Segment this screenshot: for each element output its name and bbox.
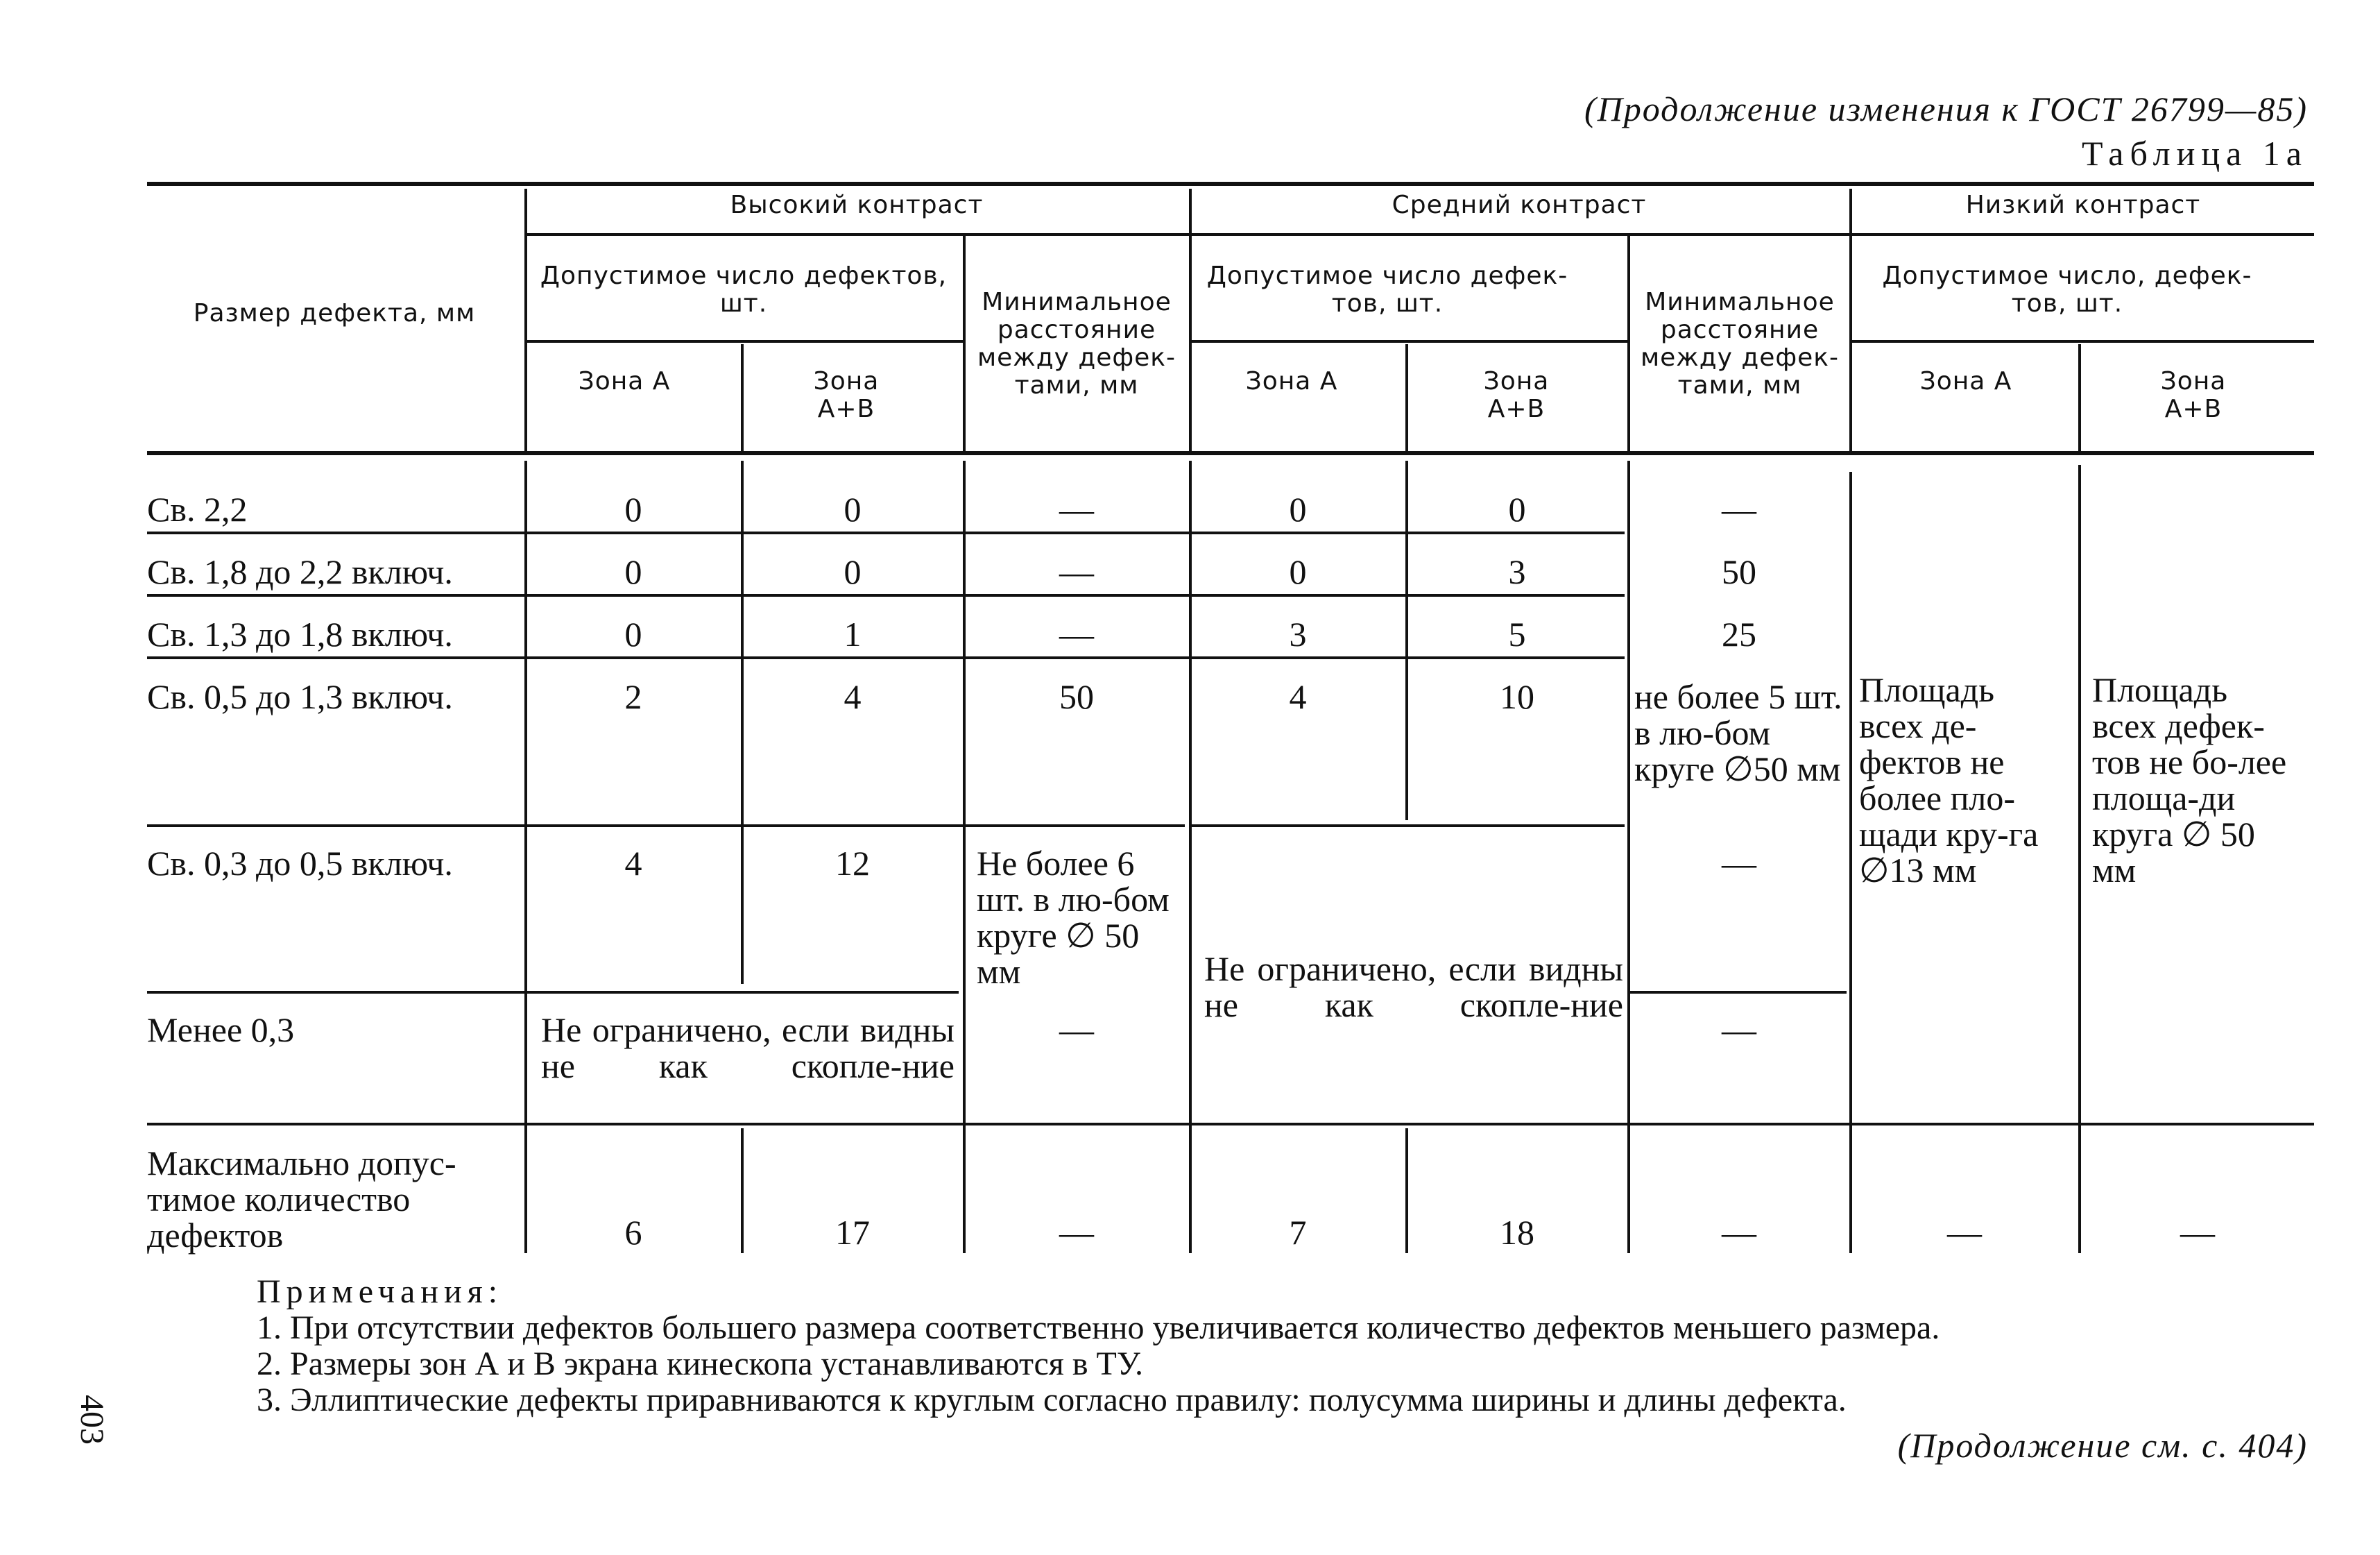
table-cell: 0 [624, 552, 642, 591]
page-number: 403 [74, 1395, 110, 1445]
table-cell: 0 [1289, 490, 1307, 529]
col-header-zone-ab-high: Зона А+В [813, 367, 880, 423]
note-item: 1. При отсутствии дефектов большего размера соответственно увеличивается количество дефектов меньшего размера. [257, 1309, 1940, 1346]
col-header-zone-a-medium: Зона А [1245, 367, 1338, 396]
continuation-header: (Продолжение изменения к ГОСТ 26799—85) [1584, 90, 2308, 128]
row-label: Максимально допус-тимое количество дефектов [147, 1144, 456, 1255]
col-header-zone-ab-medium: Зона А+В [1483, 367, 1550, 423]
table-cell: 25 [1722, 615, 1756, 654]
table-cell: не более 5 шт. в лю-бом круге ∅50 мм [1634, 677, 1842, 788]
table-cell: 0 [844, 490, 862, 529]
table-cell: 7 [1289, 1213, 1307, 1252]
col-header-min-dist-high: Минимальное расстояние между дефек-тами, мм [977, 288, 1176, 400]
table-cell: 0 [624, 615, 642, 654]
table-cell: 6 [624, 1213, 642, 1252]
table-cell: 3 [1508, 552, 1526, 591]
row-label: Св. 0,3 до 0,5 включ. [147, 844, 453, 883]
table-cell: 4 [1289, 677, 1307, 716]
table-cell: 4 [624, 844, 642, 883]
col-header-defect-size: Размер дефекта, мм [193, 299, 476, 328]
row-label: Св. 2,2 [147, 490, 248, 529]
row-label: Св. 0,5 до 1,3 включ. [147, 677, 453, 716]
col-header-zone-ab-low: Зона А+В [2160, 367, 2227, 423]
note-item: 3. Эллиптические дефекты приравниваются к круглым согласно правилу: полусумма ширины и длины дефекта. [257, 1382, 1847, 1418]
table-cell: 50 [1722, 552, 1756, 591]
col-header-high-contrast: Высокий контраст [730, 191, 984, 219]
table-cell: — [1059, 552, 1094, 591]
table-cell: 17 [835, 1213, 870, 1252]
table-cell: — [1722, 844, 1756, 883]
table-cell: — [1722, 490, 1756, 529]
col-header-zone-a-low: Зона А [1919, 367, 2012, 396]
col-header-allowed-low: Допустимое число, дефек-тов, шт. [1882, 262, 2252, 318]
table-cell: Не более 6 шт. в лю-бом круге ∅ 50 мм [977, 844, 1170, 991]
note-item: 2. Размеры зон А и В экрана кинескопа устанавливаются в ТУ. [257, 1345, 1144, 1382]
table-cell: 18 [1500, 1213, 1534, 1252]
col-header-allowed-medium: Допустимое число дефек-тов, шт. [1206, 262, 1568, 318]
table-cell: — [1059, 1010, 1094, 1049]
col-header-allowed-high: Допустимое число дефектов, шт. [540, 262, 948, 318]
table-cell: — [1722, 1010, 1756, 1049]
continuation-footer: (Продолжение см. с. 404) [1897, 1426, 2308, 1465]
medium-unlimited-merged: Не ограничено, если видны не как скопле-ние [1204, 949, 1623, 1024]
table-label: Таблица 1а [2081, 134, 2308, 173]
high-unlimited-merged: Не ограничено, если видны не как скопле-ние [541, 1010, 954, 1085]
table-cell: 10 [1500, 677, 1534, 716]
row-label: Менее 0,3 [147, 1010, 295, 1049]
table-cell: 0 [1289, 552, 1307, 591]
table-cell: 50 [1059, 677, 1094, 716]
table-cell: 3 [1289, 615, 1307, 654]
low-zone-ab-merged: Площадь всех дефек-тов не бо-лее площа-ди круга ∅ 50 мм [2092, 670, 2287, 890]
low-zone-a-merged: Площадь всех де-фектов не более пло-щади кру-га ∅13 мм [1859, 670, 2039, 890]
table-cell: 4 [844, 677, 862, 716]
table-cell: 2 [624, 677, 642, 716]
col-header-zone-a-high: Зона А [578, 367, 671, 396]
col-header-low-contrast: Низкий контраст [1965, 191, 2201, 219]
table-cell: — [1059, 490, 1094, 529]
notes-title: Примечания: [257, 1273, 504, 1310]
table-cell: 0 [624, 490, 642, 529]
table-cell: 0 [1508, 490, 1526, 529]
row-label: Св. 1,3 до 1,8 включ. [147, 615, 453, 654]
table-cell: 0 [844, 552, 862, 591]
row-label: Св. 1,8 до 2,2 включ. [147, 552, 453, 591]
table-cell: 1 [844, 615, 862, 654]
table-cell: 5 [1508, 615, 1526, 654]
table-cell: — [2180, 1213, 2215, 1252]
table-cell: — [1059, 1213, 1094, 1252]
col-header-medium-contrast: Средний контраст [1392, 191, 1647, 219]
table-cell: — [1059, 615, 1094, 654]
table-cell: — [1947, 1213, 1982, 1252]
table-cell: 12 [835, 844, 870, 883]
col-header-min-dist-medium: Минимальное расстояние между дефек-тами, мм [1640, 288, 1840, 400]
table-cell: — [1722, 1213, 1756, 1252]
